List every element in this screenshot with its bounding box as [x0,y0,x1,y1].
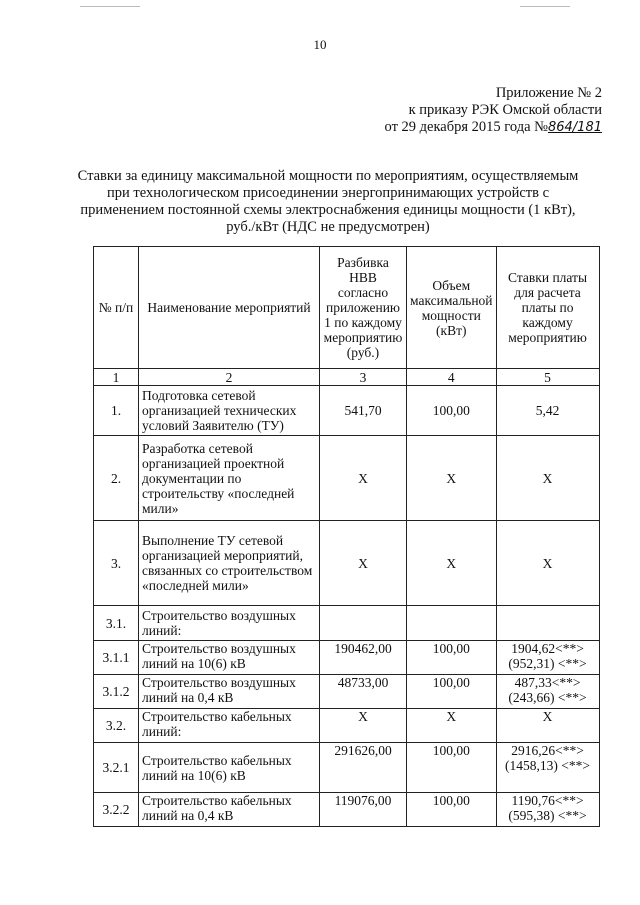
row-power: Х [407,521,497,606]
row-nvv: 291626,00 [320,743,407,793]
row-name: Строительство воздушных линий на 10(6) кВ [139,641,320,675]
row-name: Строительство кабельных линий на 10(6) кВ [139,743,320,793]
row-power: 100,00 [407,641,497,675]
column-number: 4 [407,369,497,386]
row-rate [496,675,599,709]
row-nvv: Х [320,436,407,521]
row-number: 3.2.2 [94,793,139,827]
row-rate [496,793,599,827]
header-number: № п/п [94,247,139,369]
row-power [407,606,497,641]
row-name: Строительство кабельных линий на 0,4 кВ [139,793,320,827]
table-body [94,369,600,827]
appendix-label: Приложение № 2 [495,85,602,101]
column-number: 2 [139,369,320,386]
header-power: Объем максимальной мощности (кВт) [407,247,497,369]
appendix-header [385,85,602,136]
row-name: Подготовка сетевой организацией технических условий Заявителю (ТУ) [139,386,320,436]
row-nvv: Х [320,521,407,606]
rate-value-alt: (1458,13) <**> [505,758,591,773]
table-row [94,386,600,436]
row-number: 3.2. [94,709,139,743]
row-number: 3. [94,521,139,606]
rate-value-alt: (595,38) <**> [508,808,587,823]
row-name: Разработка сетевой организацией проектной документации по строительству «последней мили» [139,436,320,521]
row-power: 100,00 [407,386,497,436]
column-number-row [94,369,600,386]
column-number: 5 [496,369,599,386]
column-number: 3 [320,369,407,386]
row-nvv: 48733,00 [320,675,407,709]
rate-value: 1904,62<**> [511,641,584,656]
row-power: 100,00 [407,675,497,709]
row-nvv: 190462,00 [320,641,407,675]
row-rate: Х [496,709,599,743]
row-name: Строительство воздушных линий: [139,606,320,641]
rate-value-alt: (243,66) <**> [508,690,587,705]
rate-value: 2916,26<**> [511,743,584,758]
row-power: Х [407,436,497,521]
header-name: Наименование мероприятий [139,247,320,369]
row-number: 1. [94,386,139,436]
scan-artifact [80,6,140,7]
row-name: Строительство кабельных линий: [139,709,320,743]
row-power: 100,00 [407,743,497,793]
order-date: от 29 декабря 2015 года № [384,119,548,135]
row-rate: Х [496,436,599,521]
table-row [94,675,600,709]
rate-value: 1190,76<**> [511,793,584,808]
row-number: 2. [94,436,139,521]
rates-table-container [93,246,600,827]
row-number: 3.1.2 [94,675,139,709]
table-row [94,743,600,793]
table-row [94,709,600,743]
row-name: Строительство воздушных линий на 0,4 кВ [139,675,320,709]
table-row [94,606,600,641]
order-number: 864/181 [547,120,602,135]
column-number: 1 [94,369,139,386]
row-number: 3.1.1 [94,641,139,675]
table-row [94,521,600,606]
table-row [94,641,600,675]
row-nvv: Х [320,709,407,743]
row-nvv: 541,70 [320,386,407,436]
order-date-line [385,119,602,136]
rate-value-alt: (952,31) <**> [508,656,587,671]
row-name: Выполнение ТУ сетевой организацией мероприятий, связанных со строительством «последней мили» [139,521,320,606]
row-number: 3.1. [94,606,139,641]
header-rate: Ставки платы для расчета платы по каждому мероприятию [496,247,599,369]
table-row [94,793,600,827]
row-rate [496,743,599,793]
row-rate: Х [496,521,599,606]
row-rate [496,641,599,675]
order-reference: к приказу РЭК Омской области [408,102,602,118]
row-nvv: 119076,00 [320,793,407,827]
rate-value: 487,33<**> [514,675,581,690]
header-nvv: Разбивка НВВ согласно приложению 1 по каждому мероприятию (руб.) [320,247,407,369]
row-power: Х [407,709,497,743]
row-number: 3.2.1 [94,743,139,793]
row-power: 100,00 [407,793,497,827]
document-title: Ставки за единицу максимальной мощности по мероприятиям, осуществляемым при технологическом присоединении энергопринимающих устройств с применением постоянной схемы электроснабжения единицы мощности (1 кВт), руб./кВт (НДС не предусмотрен) [77,168,579,235]
rates-table [93,246,600,827]
row-rate [496,606,599,641]
table-row [94,436,600,521]
scan-artifact [520,6,570,7]
row-nvv [320,606,407,641]
page-number: 10 [313,37,327,52]
row-rate: 5,42 [496,386,599,436]
